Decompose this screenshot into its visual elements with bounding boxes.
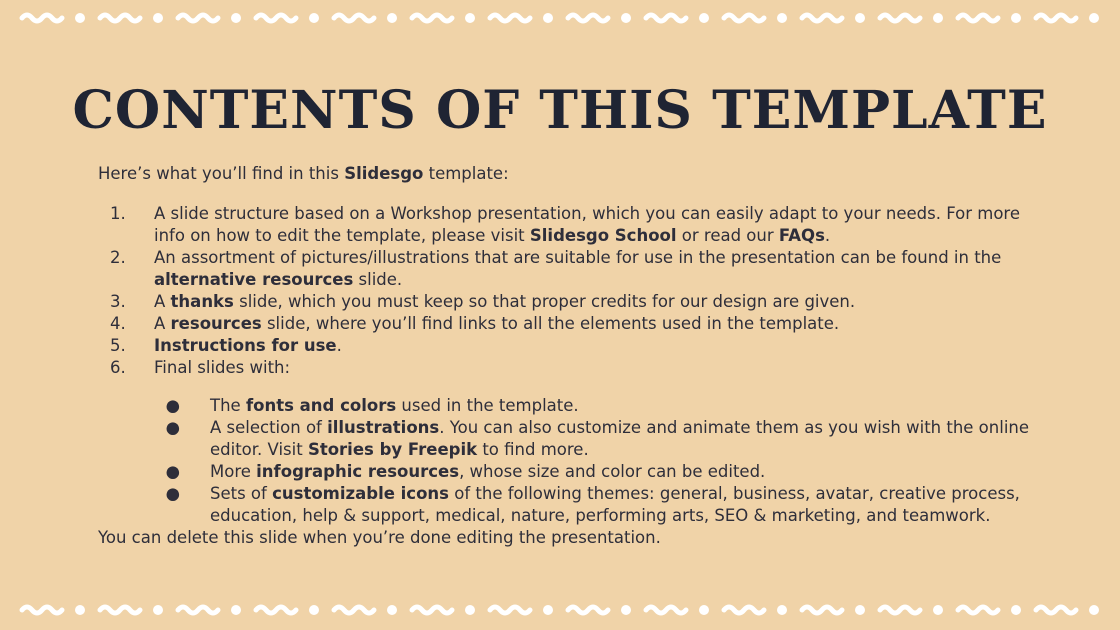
dot-shape [309, 605, 319, 615]
list-item-text: Final slides with: [154, 358, 291, 377]
dot-shape [387, 605, 397, 615]
squiggle-shape [178, 15, 218, 21]
squiggle-shape [1036, 15, 1076, 21]
top-wave-border [0, 6, 1120, 30]
squiggle-shape [880, 15, 920, 21]
squiggle-shape [490, 15, 530, 21]
squiggle-shape [100, 15, 140, 21]
squiggle-shape [334, 15, 374, 21]
squiggle-shape [802, 607, 842, 613]
dot-shape [465, 605, 475, 615]
dot-shape [153, 605, 163, 615]
dot-shape [1011, 605, 1021, 615]
list-item-text: A thanks slide, which you must keep so that proper credits for our design are given. [154, 292, 856, 311]
wave-dots-decoration [0, 6, 1120, 30]
closing-text: You can delete this slide when you’re done editing the presentation. [98, 528, 661, 547]
list-item-text: A resources slide, where you’ll find links to all the elements used in the template. [154, 314, 840, 333]
dot-shape [1089, 605, 1099, 615]
bullet-item [98, 395, 1038, 417]
dot-shape [777, 13, 787, 23]
list-item-text: Instructions for use. [154, 336, 342, 355]
squiggle-shape [958, 15, 998, 21]
bottom-wave-border [0, 598, 1120, 622]
dot-shape [855, 605, 865, 615]
bullet-icon: ● [165, 484, 180, 503]
squiggle-shape [646, 607, 686, 613]
squiggle-shape [178, 607, 218, 613]
squiggle-shape [802, 15, 842, 21]
squiggle-shape [568, 15, 608, 21]
dot-shape [933, 605, 943, 615]
dot-shape [699, 605, 709, 615]
dot-shape [933, 13, 943, 23]
slide-body [98, 163, 1038, 549]
dot-shape [75, 13, 85, 23]
dot-shape [1011, 13, 1021, 23]
dot-shape [309, 13, 319, 23]
list-item-text: A slide structure based on a Workshop presentation, which you can easily adapt to your needs. For more info on how to edit the template, please visit Slidesgo School or read our FAQs. [154, 204, 1020, 245]
numbered-list [98, 203, 1038, 527]
bullet-item [98, 483, 1038, 527]
sublist-container [98, 395, 1038, 527]
squiggle-shape [724, 15, 764, 21]
squiggle-shape [22, 15, 62, 21]
dot-shape [75, 605, 85, 615]
squiggle-shape [1036, 607, 1076, 613]
list-number: 4. [110, 314, 126, 333]
squiggle-shape [100, 607, 140, 613]
squiggle-shape [568, 607, 608, 613]
bullet-item [98, 417, 1038, 461]
squiggle-shape [256, 607, 296, 613]
list-item [98, 357, 1038, 379]
dot-shape [1089, 13, 1099, 23]
dot-shape [543, 13, 553, 23]
bullet-icon: ● [165, 396, 180, 415]
list-number: 5. [110, 336, 126, 355]
bullet-item-text: Sets of customizable icons of the following themes: general, business, avatar, creative process, education, help & support, medical, nature, performing arts, SEO & marketing, and teamwork. [210, 484, 1020, 525]
dot-shape [153, 13, 163, 23]
bullet-item [98, 461, 1038, 483]
bullet-icon: ● [165, 418, 180, 437]
dot-shape [387, 13, 397, 23]
squiggle-shape [412, 15, 452, 21]
squiggle-shape [880, 607, 920, 613]
list-number: 3. [110, 292, 126, 311]
dot-shape [777, 605, 787, 615]
list-item [98, 313, 1038, 335]
list-item [98, 291, 1038, 313]
slide-title: CONTENTS OF THIS TEMPLATE [72, 80, 1048, 141]
dot-shape [699, 13, 709, 23]
squiggle-shape [958, 607, 998, 613]
squiggle-shape [724, 607, 764, 613]
dot-shape [543, 605, 553, 615]
bullet-item-text: More infographic resources, whose size and color can be edited. [210, 462, 766, 481]
list-number: 2. [110, 248, 126, 267]
dot-shape [231, 13, 241, 23]
bullet-item-text: The fonts and colors used in the template. [210, 396, 579, 415]
dot-shape [465, 13, 475, 23]
list-number: 1. [110, 204, 126, 223]
wave-dots-decoration [0, 598, 1120, 622]
squiggle-shape [256, 15, 296, 21]
list-item [98, 247, 1038, 291]
list-item [98, 203, 1038, 247]
squiggle-shape [646, 15, 686, 21]
dot-shape [231, 605, 241, 615]
dot-shape [855, 13, 865, 23]
list-item [98, 335, 1038, 357]
bullet-list [98, 395, 1038, 527]
dot-shape [621, 13, 631, 23]
squiggle-shape [22, 607, 62, 613]
intro-text: Here’s what you’ll find in this Slidesgo template: [98, 164, 509, 183]
squiggle-shape [412, 607, 452, 613]
list-item-text: An assortment of pictures/illustrations that are suitable for use in the presentation can be found in the alternative resources slide. [154, 248, 1002, 289]
squiggle-shape [490, 607, 530, 613]
squiggle-shape [334, 607, 374, 613]
bullet-item-text: A selection of illustrations. You can also customize and animate them as you wish with the online editor. Visit Stories by Freepik to find more. [210, 418, 1030, 459]
bullet-icon: ● [165, 462, 180, 481]
list-number: 6. [110, 358, 126, 377]
dot-shape [621, 605, 631, 615]
